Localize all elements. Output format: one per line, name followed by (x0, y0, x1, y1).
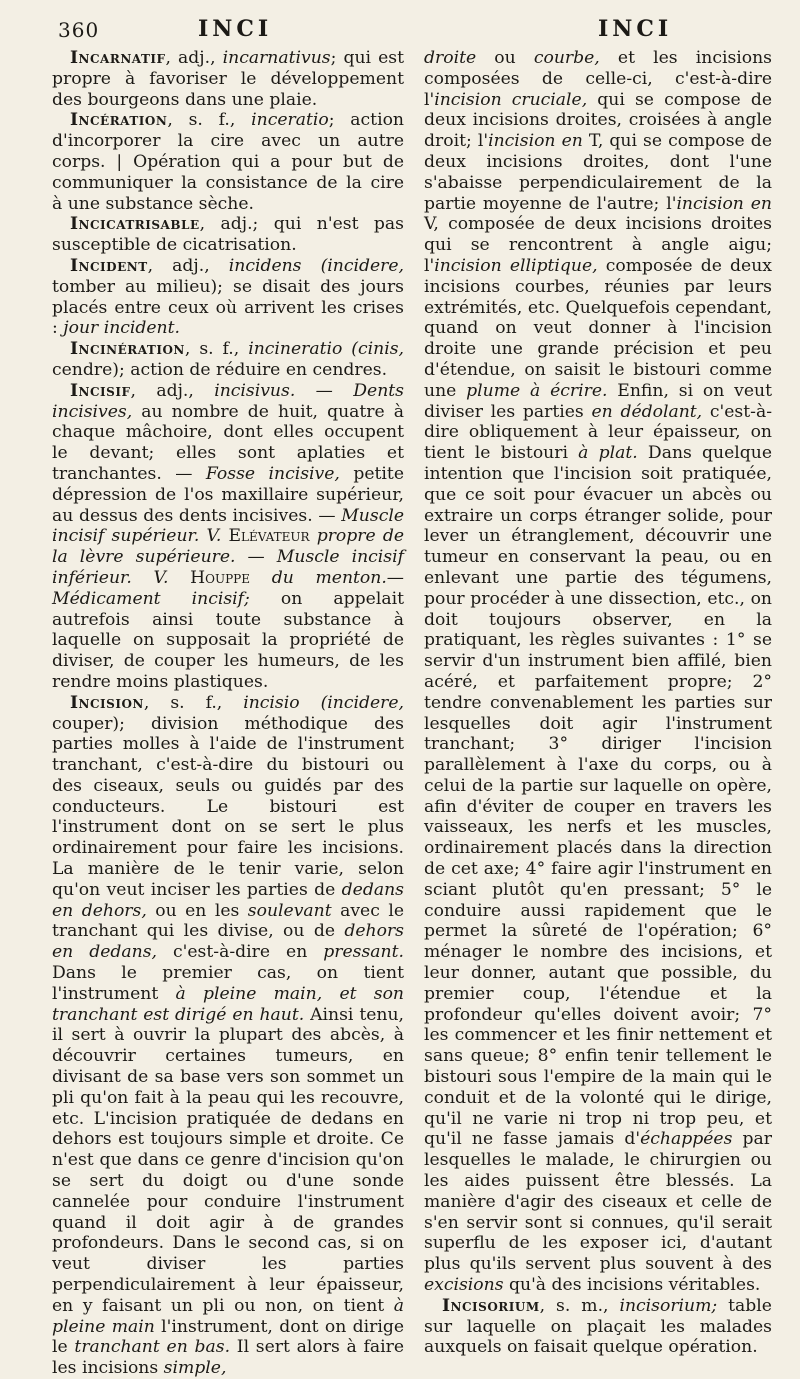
entry-incision-continued: droite ou courbe, et les incisions composées de celle-ci, c'est-à-dire l'incision cruciale, qui se compose de deux incisions droites, croisées à angle droit; l'incision en T, qui se compose de deux incisions droites, dont l'une s'abaisse perpendiculairement de la partie moyenne de l'autre; l'incision en V, composée de deux incisions droites qui se rencontrent à angle aigu; l'incision elliptique, composée de deux incisions courbes, réunies par leurs extrémités, etc. Quelquefois cependant, quand on veut donner à l'incision droite une grande précision et peu d'étendue, on saisit le bistouri comme une plume à écrire. Enfin, si on veut diviser les parties en dédolant, c'est-à-dire obliquement à leur épaisseur, on tient le bistouri à plat. Dans quelque intention que l'incision soit pratiquée, que ce soit pour évacuer un abcès ou extraire un corps étranger solide, pour lever un étranglement, découvrir une tumeur en conservant la peau, ou en enlevant une partie des tégumens, pour procéder à une dissection, etc., on doit toujours observer, en la pratiquant, les règles suivantes : 1° se servir d'un instrument bien affilé, bien acéré, et parfaitement propre; 2° tendre convenablement les parties sur lesquelles doit agir l'instrument tranchant; 3° diriger l'incision parallèlement à l'axe du corps, ou à celui de la partie sur laquelle on opère, afin d'éviter de couper en travers les vaisseaux, les nerfs et les muscles, ordinairement placés dans la direction de cet axe; 4° faire agir l'instrument en sciant plutôt qu'en pressant; 5° le conduire aussi rapidement que le permet la sûreté de l'opération; 6° ménager le nombre des incisions, et leur donner, autant que possible, du premier coup, l'étendue et la profondeur qu'elles doivent avoir; 7° les commencer et les finir nettement et sans queue; 8° enfin tenir tellement le bistouri sous l'empire de la main qui le conduit et de la volonté qui le dirige, qu'il ne varie ni trop ni trop peu, et qu'il ne fasse jamais d'échappées par lesquelles le malade, le chirurgien ou les aides puissent être blessés. La manière d'agir des ciseaux et celle de s'en servir sont si connues, qu'il serait superflu de les exposer ici, d'autant plus qu'ils servent plus souvent à des excisions qu'à des incisions véritables. (424, 48, 773, 1296)
entry-incident: Incident, adj., incidens (incidere, tomber au milieu); se disait des jours placés entre ceux où arrivent les crises : jour incident. (52, 255, 404, 339)
entry-incarnatif: Incarnatif, adj., incarnativus; qui est propre à favoriser le développement des bourgeons dans une plaie. (52, 48, 404, 110)
running-title-right: INCI (598, 16, 673, 42)
entry-incision: Incision, s. f., incisio (incidere, couper); division méthodique des parties molles à l'aide de l'instrument tranchant, c'est-à-dire du bistouri ou des ciseaux, seuls ou guidés par des conducteurs. Le bistouri est l'instrument dont on se sert le plus ordinairement pour faire les incisions. La manière de le tenir varie, selon qu'on veut inciser les parties de dedans en dehors, ou en les soulevant avec le tranchant qui les divise, ou de dehors en dedans, c'est-à-dire en pressant. Dans le premier cas, on tient l'instrument à pleine main, et son tranchant est dirigé en haut. Ainsi tenu, il sert à ouvrir la plupart des abcès, à découvrir certaines tumeurs, en divisant de sa base vers son sommet un pli qu'on fait à la peau qui les recouvre, etc. L'incision pratiquée de dedans en dehors est toujours simple et droite. Ce n'est que dans ce genre d'incision qu'on se sert du doigt ou d'une sonde cannelée pour conduire l'instrument quand il doit agir à de grandes profondeurs. Dans le second cas, si on veut diviser les parties perpendiculairement à leur épaisseur, en y faisant un pli ou non, on tient à pleine main l'instrument, dont on dirige le tranchant en bas. Il sert alors à faire les incisions simple, (52, 692, 405, 1379)
headword: Incisif (70, 380, 131, 401)
running-title-left: INCI (198, 16, 273, 42)
entry-incisif: Incisif, adj., incisivus. — Dents incisives, au nombre de huit, quatre à chaque mâchoire, dont elles occupent le devant; elles sont aplaties et tranchantes. — Fosse incisive, petite dépression de l'os maxillaire supérieur, au dessus des dents incisives. — Muscle incisif supérieur. V. Elévateur propre de la lèvre supérieure. — Muscle incisif inférieur. V. Houppe du menton.—Médicament incisif; on appelait autrefois ainsi toute substance à laquelle on supposait la propriété de diviser, de couper les humeurs, de les rendre moins plastiques. (52, 380, 404, 692)
entry-incicatrisable: Incicatrisable, adj.; qui n'est pas susceptible de cicatrisation. (52, 214, 404, 256)
right-column (424, 48, 772, 1358)
entry-incineration: Incinération, s. f., incineratio (cinis, cendre); action de réduire en cendres. (52, 339, 404, 380)
headword: Incarnatif (70, 48, 166, 68)
headword: Incinération (70, 339, 185, 360)
headword: Incisorium (442, 1295, 540, 1316)
headword: Incicatrisable (70, 214, 200, 235)
headword: Incident (70, 255, 148, 276)
entry-incisorium: Incisorium, s. m., incisorium; table sur laquelle on plaçait les malades auxquels on faisait quelque opération. (424, 1295, 772, 1358)
headword: Incération (70, 110, 168, 131)
headword: Incision (70, 692, 144, 713)
left-column (52, 48, 404, 1379)
page-number: 360 (58, 18, 100, 42)
entry-inceration: Incération, s. f., inceratio; action d'incorporer la cire avec un autre corps. | Opération qui a pour but de communiquer la consistance de la cire à une substance sèche. (52, 110, 404, 214)
page-header (58, 14, 760, 42)
